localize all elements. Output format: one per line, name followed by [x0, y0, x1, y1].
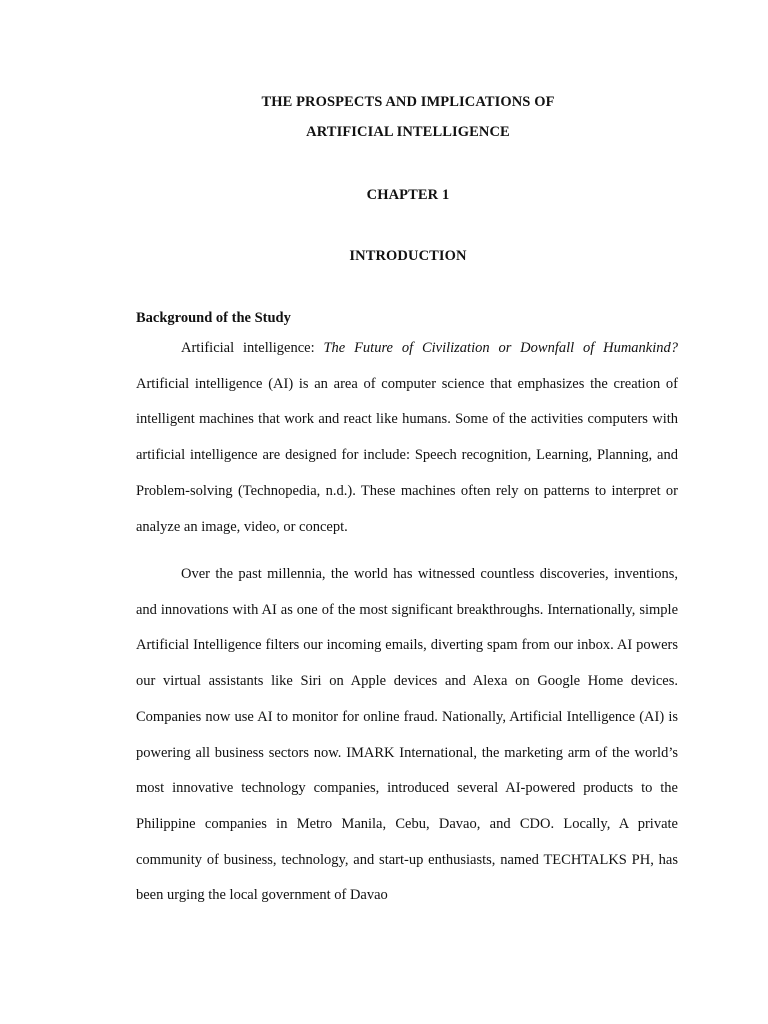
section-heading-introduction: INTRODUCTION	[349, 248, 467, 264]
subsection-heading-background: Background of the Study	[136, 310, 291, 326]
chapter-heading: CHAPTER 1	[366, 187, 450, 203]
paragraph-2-body: Over the past millennia, the world has witnessed countless discoveries, inventions, and innovations with AI as one of the most significant breakthroughs. Internationally, simple Artificial Intelligence filters our incoming emails, diverting spam from our inbox. AI powers our virtual assistants like Siri on Apple devices and Alexa on Google Home devices. Companies now use AI to monitor for online fraud. Nationally, Artificial Intelligence (AI) is powering all business sectors now. IMARK International, the marketing arm of the world’s most innovative technology companies, introduced several AI-powered products to the Philippine companies in Metro Manila, Cebu, Davao, and CDO. Locally, A private community of business, technology, and start-up enthusiasts, named TECHTALKS PH, has been urging the local government of Davao	[136, 566, 678, 904]
paragraph-1-body: Artificial intelligence (AI) is an area of computer science that emphasizes the creation of intelligent machines that work and react like humans. Some of the activities computers with artificial intelligence are designed for include: Speech recognition, Learning, Planning, and Problem-solving (Technopedia, n.d.). These machines often rely on patterns to interpret or analyze an image, video, or concept.	[136, 375, 678, 535]
paragraph-1-lead: Artificial intelligence:	[181, 340, 324, 356]
document-title-line-2: ARTIFICIAL INTELLIGENCE	[306, 124, 510, 140]
document-title-line-1: THE PROSPECTS AND IMPLICATIONS OF	[261, 94, 555, 110]
paragraph-1-italic-subtitle: The Future of Civilization or Downfall of Humankind?	[323, 340, 679, 356]
paragraph-background-2	[136, 557, 678, 914]
paragraph-background-1	[136, 331, 678, 545]
